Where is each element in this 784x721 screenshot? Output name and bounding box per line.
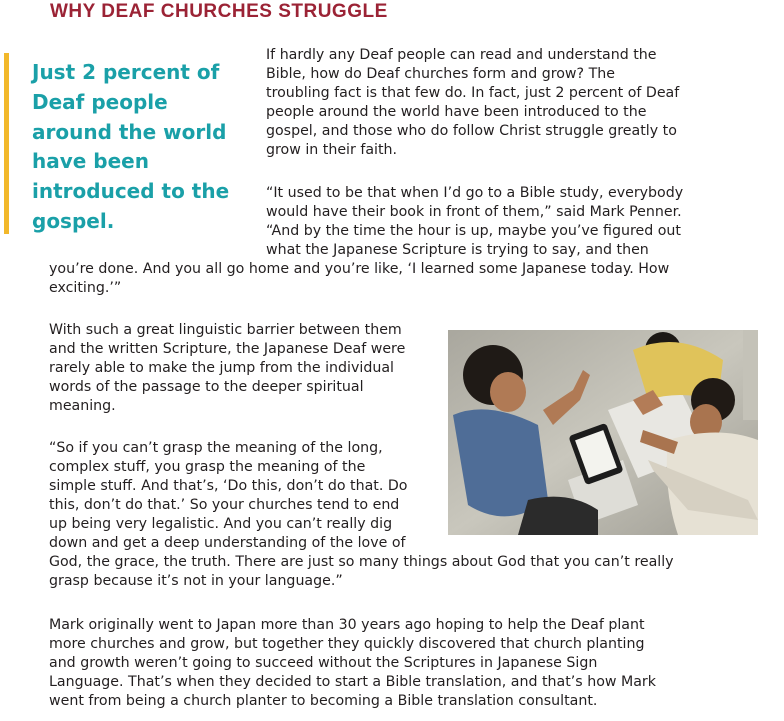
pull-quote-line: Deaf people xyxy=(32,89,168,114)
body-line: simple stuff. And that’s, ‘Do this, don’t do that. Do xyxy=(49,478,408,494)
body-line: complex stuff, you grasp the meaning of the xyxy=(49,459,366,475)
body-line: Bible, how do Deaf churches form and grow? The xyxy=(266,66,615,82)
photo-illustration xyxy=(448,330,758,535)
body-line: Mark originally went to Japan more than 30 years ago hoping to help the Deaf plant xyxy=(49,617,645,633)
body-line: grow in their faith. xyxy=(266,142,398,158)
body-line: Language. That’s when they decided to start a Bible translation, and that’s how Mark xyxy=(49,674,656,690)
body-line: more churches and grow, but together they quickly discovered that church planting xyxy=(49,636,645,652)
body-line: this, don’t do that.’ So your churches tend to end xyxy=(49,497,400,513)
body-line: down and get a deep understanding of the love of xyxy=(49,535,406,551)
body-line: “And by the time the hour is up, maybe you’ve figured out xyxy=(266,223,681,239)
body-line: “It used to be that when I’d go to a Bible study, everybody xyxy=(266,185,684,201)
body-line: up being very legalistic. And you can’t really dig xyxy=(49,516,393,532)
body-line: went from being a church planter to becoming a Bible translation consultant. xyxy=(49,693,598,709)
body-line: grasp because it’s not in your language.” xyxy=(49,573,343,589)
body-line: With such a great linguistic barrier between them xyxy=(49,322,402,338)
body-line: what the Japanese Scripture is trying to say, and then xyxy=(266,242,649,258)
pull-quote-line: around the world xyxy=(32,119,227,144)
pull-quote xyxy=(32,58,252,237)
body-line: people around the world have been introduced to the xyxy=(266,104,647,120)
section-heading: WHY DEAF CHURCHES STRUGGLE xyxy=(50,1,388,22)
pull-quote-line: have been xyxy=(32,149,149,174)
body-line: and the written Scripture, the Japanese Deaf were xyxy=(49,341,406,357)
body-line: meaning. xyxy=(49,398,116,414)
body-line: troubling fact is that few do. In fact, just 2 percent of Deaf xyxy=(266,85,680,101)
pull-quote-line: Just 2 percent of xyxy=(32,60,220,84)
body-line: rarely able to make the jump from the individual xyxy=(49,360,394,376)
body-line: God, the grace, the truth. There are just so many things about God that you can’t really xyxy=(49,554,674,570)
body-line: words of the passage to the deeper spiritual xyxy=(49,379,364,395)
body-line: exciting.’” xyxy=(49,280,122,296)
pull-quote-line: introduced to the xyxy=(32,179,230,204)
pull-quote-accent-bar xyxy=(4,53,9,234)
pull-quote-line: gospel. xyxy=(32,208,115,233)
body-line: you’re done. And you all go home and you’re like, ‘I learned some Japanese today. How xyxy=(49,261,670,277)
body-line: gospel, and those who do follow Christ struggle greatly to xyxy=(266,123,677,139)
body-line: and growth weren’t going to succeed without the Scriptures in Japanese Sign xyxy=(49,655,598,671)
body-line: would have their book in front of them,” said Mark Penner. xyxy=(266,204,682,220)
body-line: If hardly any Deaf people can read and understand the xyxy=(266,47,657,63)
photo-deaf-bible-study xyxy=(448,330,758,535)
body-line: “So if you can’t grasp the meaning of the long, xyxy=(49,440,383,456)
